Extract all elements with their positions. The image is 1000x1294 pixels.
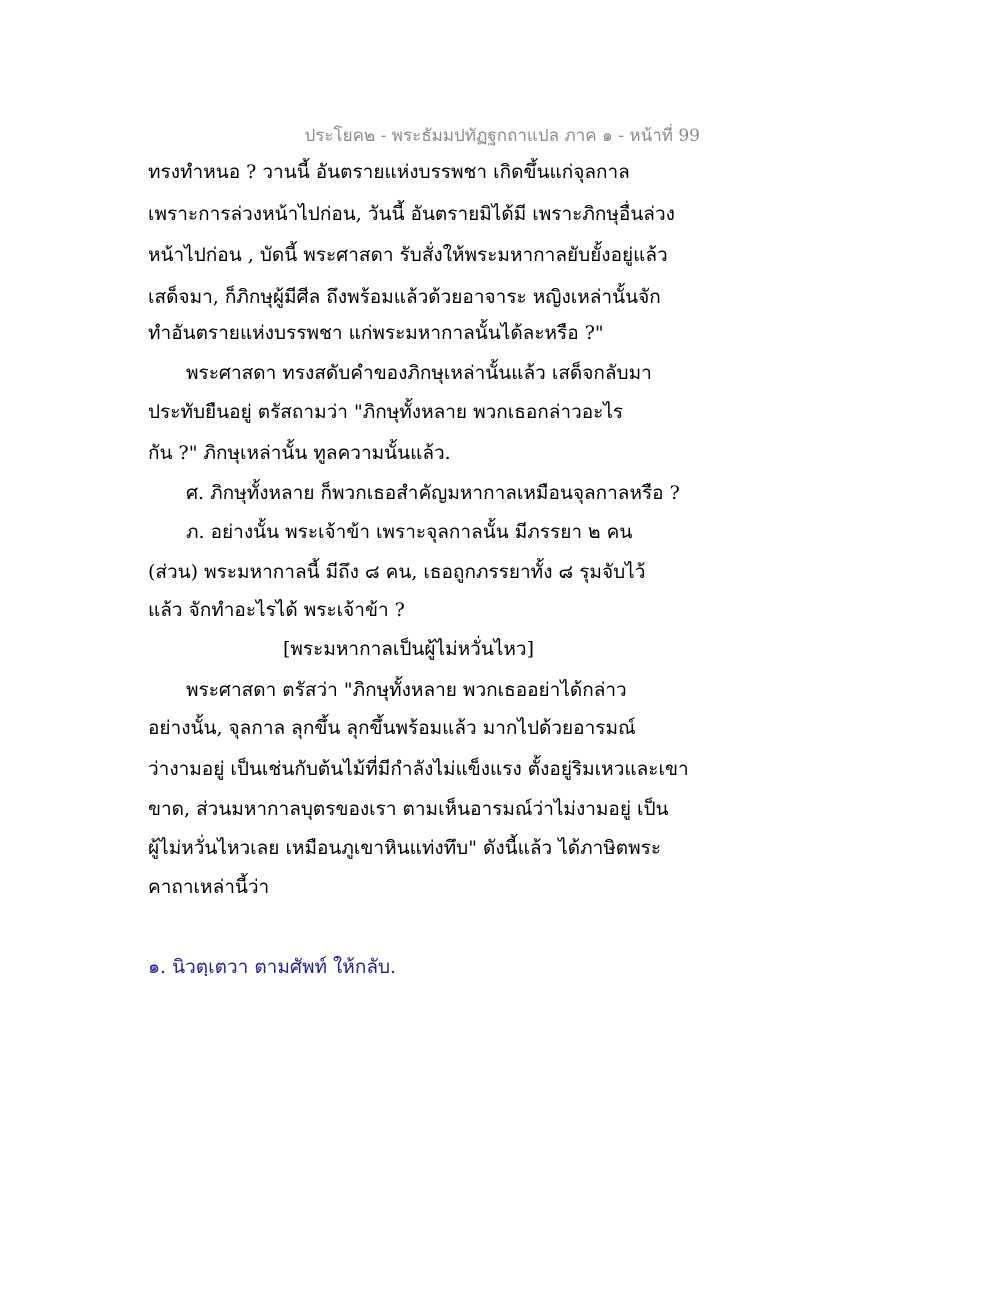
text-line: คาถาเหล่านี้ว่า — [148, 876, 270, 898]
text-line: เสด็จมา, ก็ภิกษุผู้มีศีล ถึงพร้อมแล้วด้วยอาจาระ หญิงเหล่านั้นจัก — [148, 286, 661, 308]
text-line: เพราะการล่วงหน้าไปก่อน, วันนี้ อันตรายมิได้มี เพราะภิกษุอื่นล่วง — [148, 203, 675, 225]
text-line: อย่างนั้น, จุลกาล ลุกขึ้น ลุกขึ้นพร้อมแล้ว มากไปด้วยอารมณ์ — [148, 717, 636, 739]
footnote: ๑. นิวตฺเตวา ตามศัพท์ ให้กลับ. — [148, 956, 397, 978]
text-line: กัน ?" ภิกษุเหล่านั้น ทูลความนั้นแล้ว. — [148, 442, 451, 464]
text-line: ทำอันตรายแห่งบรรพชา แก่พระมหากาลนั้นได้ละหรือ ?" — [148, 322, 604, 344]
text-line: หน้าไปก่อน , บัดนี้ พระศาสดา รับสั่งให้พระมหากาลยับยั้งอยู่แล้ว — [148, 244, 668, 266]
text-line: ว่างามอยู่ เป็นเช่นกับต้นไม้ที่มีกำลังไม่แข็งแรง ตั้งอยู่ริมเหวและเขา — [148, 758, 689, 780]
text-line: ภ. อย่างนั้น พระเจ้าข้า เพราะจุลกาลนั้น มีภรรยา ๒ คน — [186, 521, 633, 543]
text-line: ผู้ไม่หวั่นไหวเลย เหมือนภูเขาหินแท่งทึบ" ดังนี้แล้ว ได้ภาษิตพระ — [148, 837, 662, 859]
page-header: ประโยค๒ - พระธัมมปทัฏฐกถาแปล ภาค ๑ - หน้าที่ 99 — [304, 126, 700, 146]
section-heading: [พระมหากาลเป็นผู้ไม่หวั่นไหว] — [283, 638, 534, 660]
text-line: (ส่วน) พระมหากาลนี้ มีถึง ๘ คน, เธอถูกภรรยาทั้ง ๘ รุมจับไว้ — [148, 561, 646, 583]
text-line: ประทับยืนอยู่ ตรัสถามว่า "ภิกษุทั้งหลาย พวกเธอกล่าวอะไร — [148, 401, 624, 423]
text-line: พระศาสดา ทรงสดับคำของภิกษุเหล่านั้นแล้ว เสด็จกลับมา — [186, 362, 652, 384]
text-line: ขาด, ส่วนมหากาลบุตรของเรา ตามเห็นอารมณ์ว่าไม่งามอยู่ เป็น — [148, 798, 669, 820]
text-line: พระศาสดา ตรัสว่า "ภิกษุทั้งหลาย พวกเธออย่าได้กล่าว — [186, 679, 627, 701]
text-line: ทรงทำหนอ ? วานนี้ อันตรายแห่งบรรพชา เกิดขึ้นแก่จุลกาล — [148, 161, 630, 183]
text-line: ศ. ภิกษุทั้งหลาย ก็พวกเธอสำคัญมหากาลเหมือนจุลกาลหรือ ? — [186, 482, 680, 504]
text-line: แล้ว จักทำอะไรได้ พระเจ้าข้า ? — [148, 599, 405, 621]
